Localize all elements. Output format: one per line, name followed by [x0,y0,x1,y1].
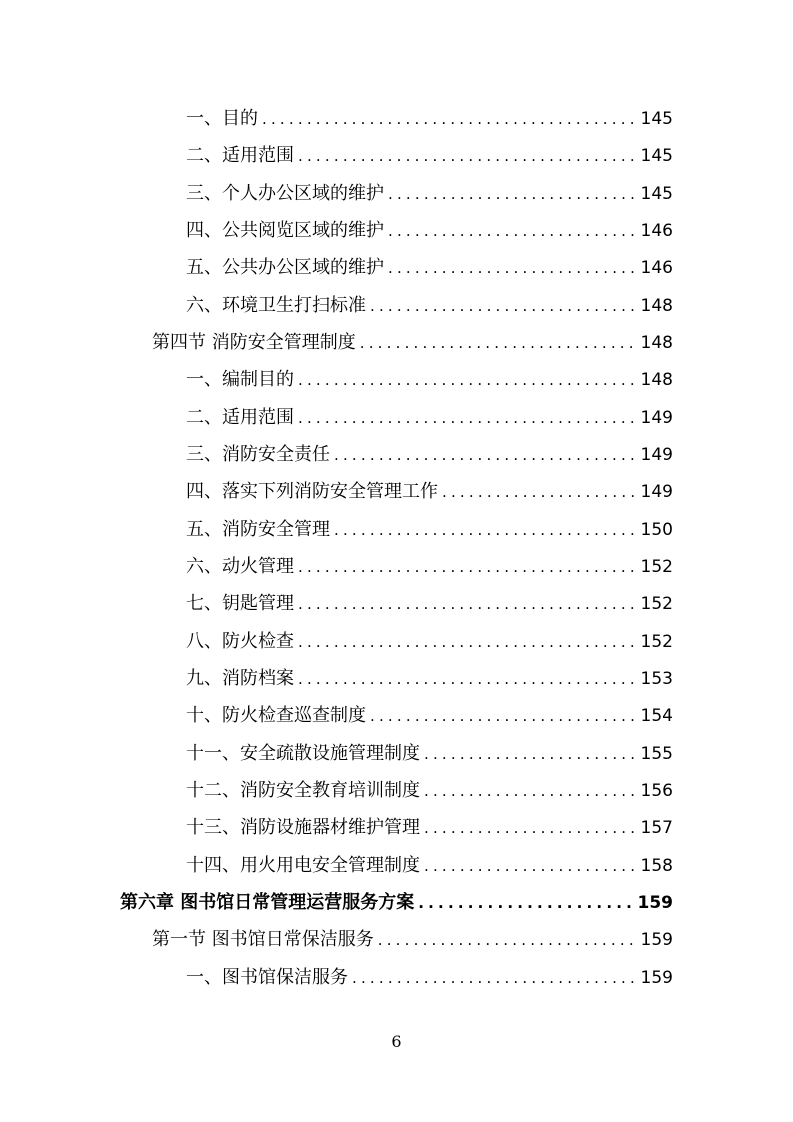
toc-entry[interactable] [186,101,673,137]
toc-entry[interactable] [152,922,673,958]
toc-entry-title: 六、动火管理 [186,556,294,577]
toc-entry-page: 154 [640,706,673,726]
toc-entry-title: 六、环境卫生打扫标准 [186,295,366,316]
toc-entry-page: 152 [640,632,673,652]
toc-entry-title: 十一、安全疏散设施管理制度 [186,743,420,764]
toc-entry-title: 二、适用范围 [186,407,294,428]
toc-entry-page: 148 [640,296,673,316]
toc-entry-page: 150 [640,520,673,540]
toc-entry-title: 四、落实下列消防安全管理工作 [186,481,438,502]
toc-entry-title: 一、目的 [186,108,258,129]
toc-entry-title: 十四、用火用电安全管理制度 [186,855,420,876]
toc-entry-title: 八、防火检查 [186,631,294,652]
toc-entry[interactable] [186,698,673,734]
toc-entry-title: 五、公共办公区域的维护 [186,257,384,278]
toc-entry-title: 十、防火检查巡查制度 [186,705,366,726]
toc-dot-leader [388,250,635,286]
toc-dot-leader [370,698,635,734]
toc-entry-page: 149 [640,408,673,428]
toc-entry-page: 145 [640,146,673,166]
toc-entry-page: 155 [640,744,673,764]
toc-dot-leader [334,512,635,548]
toc-entry-title: 二、适用范围 [186,145,294,166]
toc-dot-leader [424,810,635,846]
toc-entry-title: 三、消防安全责任 [186,444,330,465]
toc-entry-title: 一、图书馆保洁服务 [186,967,348,988]
toc-entry-page: 146 [640,221,673,241]
toc-entry-page: 158 [640,856,673,876]
toc-entry-title: 第六章 图书馆日常管理运营服务方案 [120,892,415,913]
toc-entry[interactable] [186,250,673,286]
toc-dot-leader [370,288,635,324]
toc-dot-leader [378,922,635,958]
toc-entry-chapter[interactable] [120,885,673,921]
toc-dot-leader [334,437,635,473]
toc-entry-page: 153 [640,669,673,689]
toc-entry[interactable] [186,736,673,772]
toc-entry-page: 157 [640,818,673,838]
toc-entry[interactable] [186,400,673,436]
toc-entry-page: 146 [640,258,673,278]
toc-entry[interactable] [186,960,673,996]
toc-entry[interactable] [186,624,673,660]
toc-dot-leader [360,325,635,361]
toc-dot-leader [442,474,635,510]
toc-entry-page: 148 [640,370,673,390]
toc-entry[interactable] [186,661,673,697]
toc-entry-title: 十二、消防安全教育培训制度 [186,780,420,801]
toc-dot-leader [352,960,635,996]
toc-entry[interactable] [186,848,673,884]
toc-dot-leader [388,213,635,249]
toc-entry-title: 一、编制目的 [186,369,294,390]
toc-entry[interactable] [186,288,673,324]
toc-entry-page: 156 [640,781,673,801]
toc-entry[interactable] [186,437,673,473]
toc-entry-page: 149 [640,482,673,502]
toc-dot-leader [424,848,635,884]
toc-dot-leader [262,101,635,137]
toc-dot-leader [388,176,635,212]
toc-entry[interactable] [186,138,673,174]
toc-entry[interactable] [186,362,673,398]
toc-entry-page: 149 [640,445,673,465]
toc-dot-leader [418,885,631,921]
toc-entry-page: 159 [637,893,673,913]
toc-entry[interactable] [186,810,673,846]
toc-dot-leader [298,362,635,398]
toc-dot-leader [424,736,635,772]
toc-entry-page: 148 [640,333,673,353]
toc-entry-title: 第四节 消防安全管理制度 [152,332,356,353]
toc-dot-leader [298,138,635,174]
toc-entry[interactable] [152,325,673,361]
toc-entry-page: 145 [640,184,673,204]
toc-entry[interactable] [186,773,673,809]
toc-entry-page: 145 [640,109,673,129]
toc-entry-page: 152 [640,557,673,577]
toc-dot-leader [424,773,635,809]
toc-dot-leader [298,661,635,697]
toc-entry-title: 七、钥匙管理 [186,593,294,614]
toc-entry-title: 四、公共阅览区域的维护 [186,220,384,241]
toc-entry[interactable] [186,586,673,622]
toc-entry[interactable] [186,512,673,548]
toc-dot-leader [298,586,635,622]
toc-entry[interactable] [186,213,673,249]
toc-dot-leader [298,624,635,660]
toc-entry-title: 九、消防档案 [186,668,294,689]
toc-entry-page: 152 [640,594,673,614]
toc-entry-page: 159 [640,930,673,950]
toc-dot-leader [298,549,635,585]
toc-dot-leader [298,400,635,436]
toc-entry-title: 三、个人办公区域的维护 [186,183,384,204]
toc-entry[interactable] [186,176,673,212]
toc-entry[interactable] [186,549,673,585]
toc-entry-title: 第一节 图书馆日常保洁服务 [152,929,374,950]
toc-entry-page: 159 [640,968,673,988]
toc-entry-title: 十三、消防设施器材维护管理 [186,817,420,838]
toc-entry[interactable] [186,474,673,510]
toc-entry-title: 五、消防安全管理 [186,519,330,540]
page-number: 6 [391,1032,402,1051]
